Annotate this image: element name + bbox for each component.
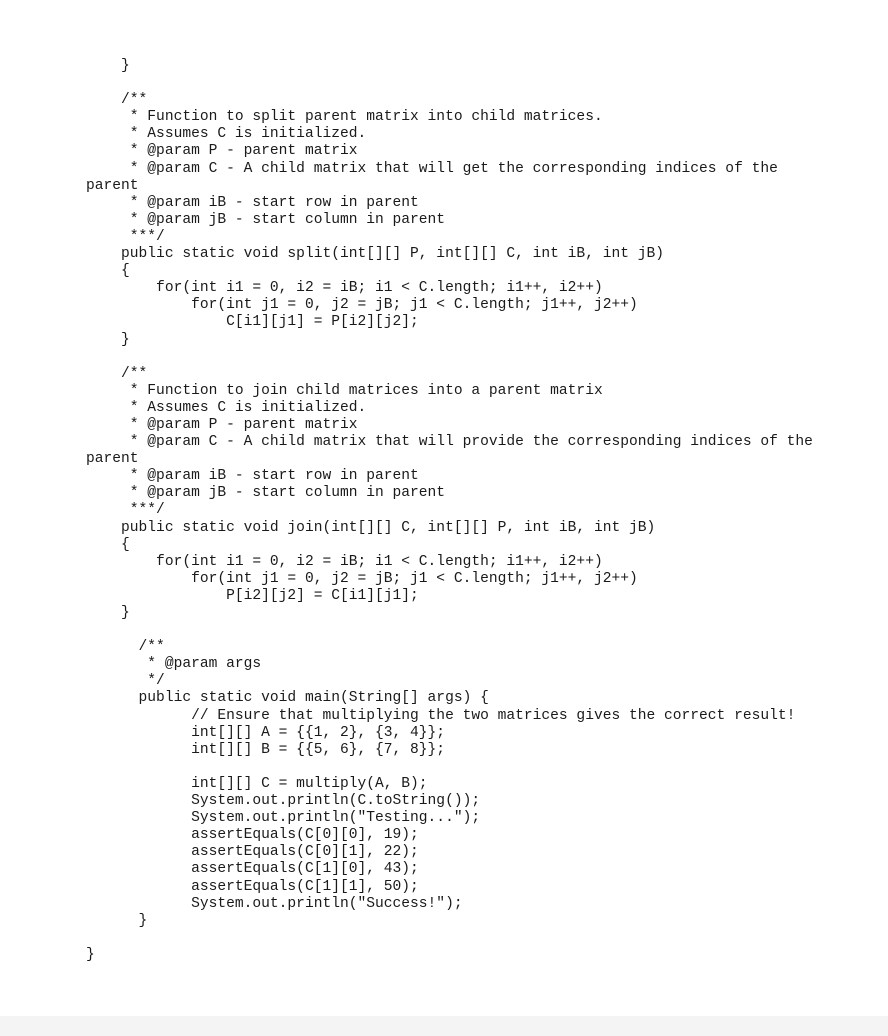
code-line: public static void join(int[][] C, int[][] P, int iB, int jB) (86, 519, 656, 536)
code-line (86, 349, 813, 366)
code-line: * @param args (86, 656, 262, 673)
code-line: ***/ (86, 228, 165, 245)
code-line: for(int j1 = 0, j2 = jB; j1 < C.length; j1++, j2++) (86, 570, 638, 587)
code-line: for(int i1 = 0, i2 = iB; i1 < C.length; i1++, i2++) (86, 280, 603, 297)
code-line: * @param iB - start row in parent (86, 194, 419, 211)
code-line: public static void split(int[][] P, int[][] C, int iB, int jB) (86, 246, 665, 263)
code-line: * Assumes C is initialized. (86, 126, 367, 143)
code-line: /** (86, 92, 148, 109)
code-line: ***/ (86, 502, 165, 519)
code-line: * Function to join child matrices into a parent matrix (86, 382, 603, 399)
footer-band (0, 1016, 888, 1036)
code-line: P[i2][j2] = C[i1][j1]; (86, 587, 419, 604)
code-line: * Function to split parent matrix into child matrices. (86, 109, 603, 126)
code-line (86, 930, 813, 947)
code-line: int[][] A = {{1, 2}, {3, 4}}; (86, 724, 446, 741)
code-line: /** (86, 639, 165, 656)
code-line: * @param jB - start column in parent (86, 211, 446, 228)
code-line: // Ensure that multiplying the two matrices gives the correct result! (86, 707, 796, 724)
code-line: System.out.println("Success!"); (86, 895, 463, 912)
code-line: assertEquals(C[0][1], 22); (86, 844, 419, 861)
code-line: } (86, 946, 95, 963)
code-line: parent (86, 451, 139, 468)
code-block (86, 58, 813, 964)
code-line: int[][] C = multiply(A, B); (86, 775, 428, 792)
code-line: * @param P - parent matrix (86, 416, 358, 433)
code-line (86, 622, 813, 639)
code-line (86, 75, 813, 92)
code-line: System.out.println("Testing..."); (86, 810, 481, 827)
code-line: assertEquals(C[1][0], 43); (86, 861, 419, 878)
code-line: assertEquals(C[1][1], 50); (86, 878, 419, 895)
code-line: C[i1][j1] = P[i2][j2]; (86, 314, 419, 331)
code-line: * @param jB - start column in parent (86, 485, 446, 502)
code-line: for(int j1 = 0, j2 = jB; j1 < C.length; j1++, j2++) (86, 297, 638, 314)
code-line: */ (86, 673, 165, 690)
code-line: * @param P - parent matrix (86, 143, 358, 160)
code-line: { (86, 536, 130, 553)
code-line: System.out.println(C.toString()); (86, 793, 481, 810)
code-line: * @param C - A child matrix that will get the corresponding indices of the (86, 160, 778, 177)
code-line: } (86, 605, 130, 621)
code-line: for(int i1 = 0, i2 = iB; i1 < C.length; i1++, i2++) (86, 553, 603, 570)
code-line: parent (86, 177, 139, 194)
code-line: * @param C - A child matrix that will provide the corresponding indices of the (86, 434, 813, 451)
code-line: } (86, 58, 130, 74)
code-line: int[][] B = {{5, 6}, {7, 8}}; (86, 741, 446, 758)
code-line: { (86, 263, 130, 280)
code-line: * @param iB - start row in parent (86, 468, 419, 485)
code-line: assertEquals(C[0][0], 19); (86, 827, 419, 844)
code-line: public static void main(String[] args) { (86, 690, 489, 707)
code-line (86, 759, 813, 776)
code-line: } (86, 912, 148, 929)
code-line: /** (86, 365, 148, 382)
code-line: * Assumes C is initialized. (86, 399, 367, 416)
code-line: } (86, 331, 130, 348)
